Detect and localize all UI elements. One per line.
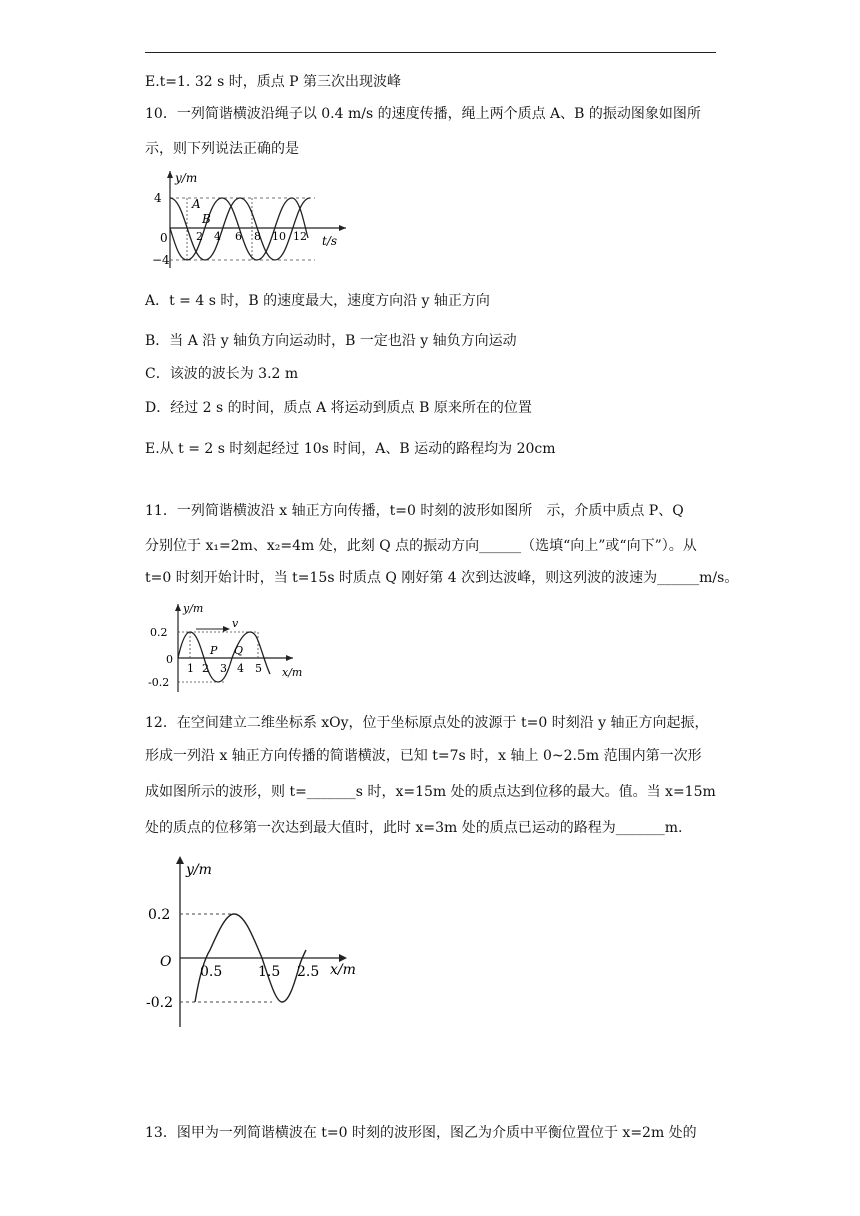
- y-pos-label: 4: [154, 191, 162, 205]
- q11-stem-line-3: t=0 时刻开始计时，当 t=15s 时质点 Q 刚好第 4 次到达波峰，则这列波的波速为______m/s。: [145, 570, 739, 586]
- q10-option-B: B．当 A 沿 y 轴负方向运动时，B 一定也沿 y 轴负方向运动: [145, 333, 517, 349]
- tick-1: 1: [187, 662, 194, 675]
- header-rule: [145, 52, 716, 53]
- q12-stem-line-2: 形成一列沿 x 轴正方向传播的简谐横波，已知 t=7s 时，x 轴上 0~2.5m 范围内第一次形: [145, 748, 702, 764]
- y-pos-label: 0.2: [148, 907, 171, 923]
- origin-label: O: [160, 954, 172, 970]
- q10-stem-line-2: 示，则下列说法正确的是: [145, 141, 299, 157]
- point-P-label: P: [210, 644, 218, 657]
- velocity-label: v: [232, 617, 239, 630]
- tick-1-5: 1.5: [258, 964, 281, 980]
- tick-5: 5: [255, 662, 262, 675]
- tick-10: 10: [272, 230, 286, 243]
- tick-2: 2: [202, 662, 209, 675]
- y-neg-label: -0.2: [148, 676, 170, 689]
- q10-vibration-graph: [150, 168, 350, 273]
- tick-3: 3: [220, 662, 227, 675]
- q12-waveform-graph: [140, 852, 370, 1032]
- curve-B-label: B: [202, 212, 211, 226]
- q13-stem-line-1: 13．图甲为一列简谐横波在 t=0 时刻的波形图，图乙为介质中平衡位置位于 x=2m 处的: [145, 1125, 697, 1141]
- tick-6: 6: [235, 230, 242, 243]
- y-axis-label: y/m: [175, 171, 198, 185]
- option-E-q9: E.t=1. 32 s 时，质点 P 第三次出现波峰: [145, 74, 402, 90]
- q11-stem-line-2: 分别位于 x₁=2m、x₂=4m 处，此刻 Q 点的振动方向______（选填“向上”或“向下”）。从: [145, 538, 697, 554]
- origin-label: 0: [166, 653, 173, 666]
- point-Q-label: Q: [234, 644, 244, 657]
- q12-stem-line-3: 成如图所示的波形，则 t=_______s 时，x=15m 处的质点达到位移的最大。值。当 x=15m: [145, 784, 716, 800]
- y-axis-label: y/m: [186, 862, 212, 878]
- x-axis-label: x/m: [330, 962, 356, 978]
- tick-12: 12: [293, 230, 307, 243]
- q12-stem-line-4: 处的质点的位移第一次达到最大值时，此时 x=3m 处的质点已运动的路程为_______m.: [145, 820, 683, 836]
- tick-8: 8: [254, 230, 261, 243]
- q10-option-E: E.从 t = 2 s 时刻起经过 10s 时间，A、B 运动的路程均为 20cm: [145, 441, 556, 457]
- q12-stem-line-1: 12．在空间建立二维坐标系 xOy，位于坐标原点处的波源于 t=0 时刻沿 y 轴正方向起振，: [145, 715, 709, 731]
- q11-waveform-graph: [148, 600, 318, 695]
- q10-stem-line-1: 10．一列简谐横波沿绳子以 0.4 m/s 的速度传播，绳上两个质点 A、B 的振动图象如图所: [145, 106, 701, 122]
- tick-4: 4: [214, 230, 221, 243]
- y-neg-label: −4: [152, 253, 170, 267]
- q10-option-C: C．该波的波长为 3.2 m: [145, 366, 299, 382]
- y-pos-label: 0.2: [150, 626, 168, 639]
- y-axis-label: y/m: [183, 602, 204, 615]
- t-axis-arrow: [339, 225, 346, 231]
- y-axis-arrow: [167, 171, 173, 178]
- tick-2: 2: [196, 230, 203, 243]
- origin-label: 0: [160, 231, 168, 245]
- y-neg-label: -0.2: [146, 995, 173, 1011]
- q11-stem-line-1: 11．一列简谐横波沿 x 轴正方向传播，t=0 时刻的波形如图所 示，介质中质点 P、Q: [145, 503, 684, 519]
- tick-2-5: 2.5: [297, 964, 320, 980]
- x-axis-label: x/m: [282, 666, 303, 679]
- tick-0-5: 0.5: [200, 964, 223, 980]
- tick-4: 4: [237, 662, 244, 675]
- curve-A-label: A: [192, 197, 201, 211]
- q10-option-A: A．t = 4 s 时，B 的速度最大，速度方向沿 y 轴正方向: [145, 293, 490, 309]
- t-axis-label: t/s: [322, 234, 338, 248]
- curve-B: [170, 198, 308, 260]
- q10-option-D: D．经过 2 s 的时间，质点 A 将运动到质点 B 原来所在的位置: [145, 400, 532, 416]
